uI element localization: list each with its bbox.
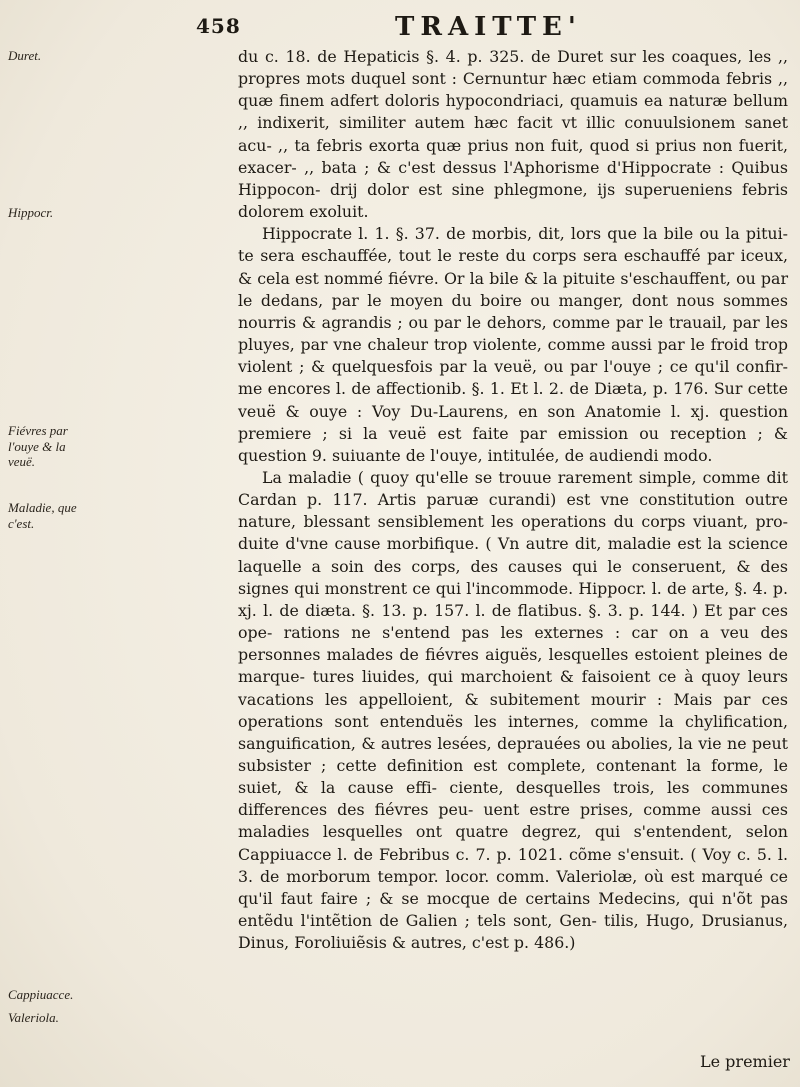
paragraph-maladie: La maladie ( quoy qu'elle se trouue rarement simple, comme dit Cardan p. 117. Artis paruæ curandi) est vne constitution outre nature, blessant sensiblement les operations du corps viuant, pro- duite d'vne cause morbifique. ( Vn autre dit, maladie est la science laquelle a soin des corps, des causes qui le conseruent, & des signes qui monstrent ce qui l'incommode. Hippocr. l. de arte, §. 4. p. xj. l. de diæta. §. 13. p. 157. l. de flatibus. §. 3. p. 144. ) Et par ces ope- rations ne s'entend pas les externes : car on a veu des personnes malades de fiévres aiguës, lesquelles estoient pleines de marque- tures liuides, qui marchoient & faisoient ce à quoy leurs vacations les appelloient, & subitement mourir : Mais par ces operations sont entenduës les internes, comme la chylification, sanguification, & autres lesées, deprauées ou abolies, la vie ne peut subsister ; cette definition est complete, contenant la forme, le suiet, & la cause effi- ciente, desquelles trois, les communes differences des fiévres peu- uent estre prises, comme aussi ces maladies lesquelles ont quatre degrez, qui s'entendent, selon Cappiuacce l. de Febribus c. 7. p. 1021. cõme s'ensuit. ( Voy c. 5. l. 3. de morborum tempor. locor. comm. Valeriolæ, où est marqué ce qu'il faut faire ; & se mocque de certains Medecins, qui n'õt pas entẽdu l'intẽtion de Galien ; tels sont, Gen- tilis, Hugo, Drusianus, Dinus, Foroliuiẽsis & autres, c'est p. 486.) <box>238 467 788 953</box>
margin-note-valeriola: Valeriola. <box>8 1010 59 1025</box>
paragraph-hippocrate: Hippocrate l. 1. §. 37. de morbis, dit, lors que la bile ou la pitui- te sera eschauffée, tout le reste du corps sera eschauffé par iceux, & cela est nommé fiévre. Or la bile & la pituite s'eschauffent, ou par le dedans, par le moyen du boire ou manger, dont nous sommes nourris & agrandis ; ou par le dehors, comme par le trauail, par les pluyes, par vne chaleur trop violente, comme aussi par le froid trop violent ; & quelquesfois par la veuë, ou par l'ouye ; ce qu'il confir- me encores l. de affectionib. §. 1. Et l. 2. de Diæta, p. 176. Sur cette veuë & ouye : Voy Du-Laurens, en son Anatomie l. xj. question premiere ; si la veuë est faite par emission ou reception ; & question 9. suiuante de l'ouye, intitulée, de audiendi modo. <box>238 224 788 465</box>
margin-note-cappiuacce: Cappiuacce. <box>8 987 74 1002</box>
margin-note-fievres: Fiévres par l'ouye & la veuë. <box>8 423 68 469</box>
page-header <box>0 14 800 44</box>
catchword: Le premier <box>700 1052 790 1071</box>
paragraph-duret: du c. 18. de Hepaticis §. 4. p. 325. de Duret sur les coaques, les ,, propres mots duquel sont : Cernuntur hæc etiam commoda febris ,, quæ finem adfert doloris hypocondriaci, quamuis ea naturæ bellum ,, indixerit, similiter autem hæc facit vt illic conuulsionem sanet acu- ,, ta febris exorta quæ prius non fuit, quod si prius non fuerit, exacer- ,, bata ; & c'est dessus l'Aphorisme d'Hippocrate : Quibus Hippocon- drij dolor est sine phlegmone, ijs superueniens febris dolorem exoluit. <box>238 47 788 222</box>
margin-note-maladie: Maladie, que c'est. <box>8 500 77 531</box>
margin-note-hippocr: Hippocr. <box>8 205 54 220</box>
margin-note-duret: Duret. <box>8 48 42 63</box>
running-title: TRAITTE' <box>395 12 582 42</box>
body-text <box>238 46 788 954</box>
page-number: 458 <box>196 14 241 38</box>
